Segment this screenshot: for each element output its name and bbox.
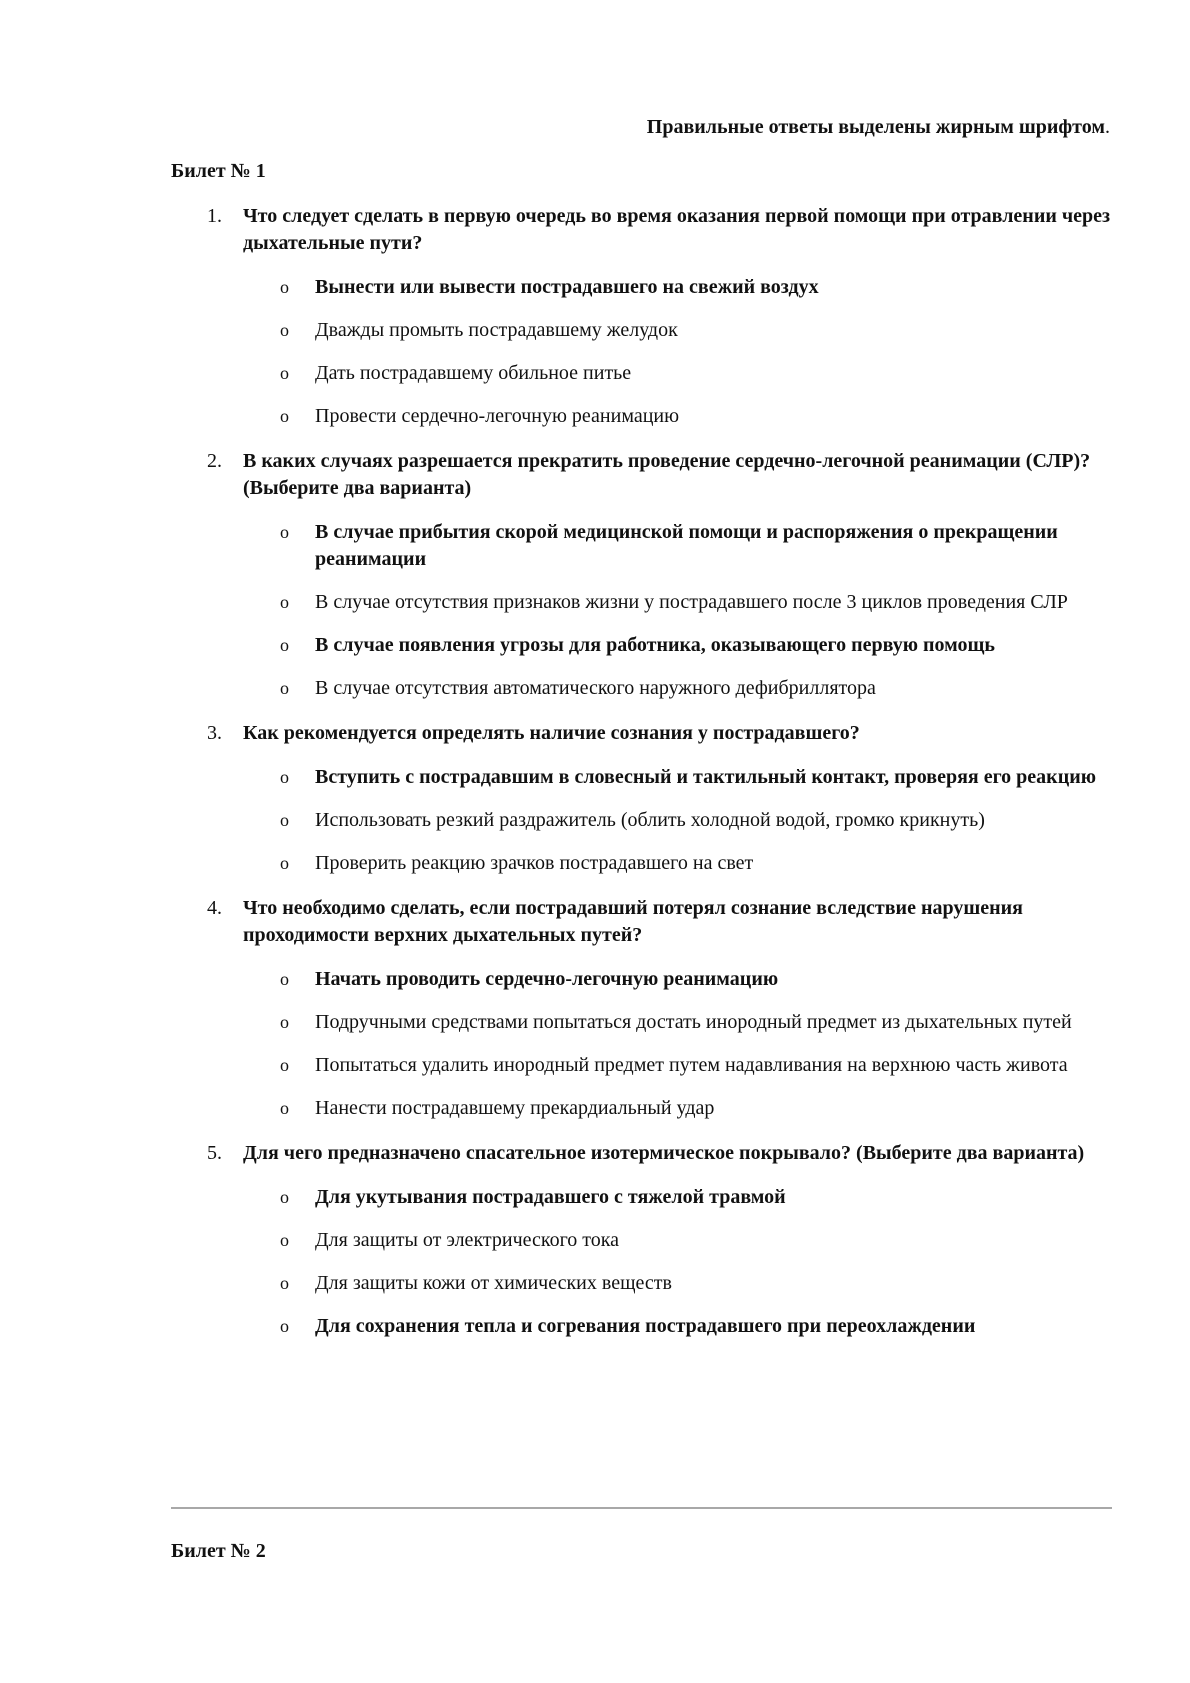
hollow-circle-bullet-icon: o [280,592,289,612]
question-number: 5. [207,1142,222,1164]
answer-option-correct [171,966,1111,993]
answer-option-correct [171,1313,1111,1340]
answer-text: В случае появления угрозы для работника, оказывающего первую помощь [315,634,995,656]
hollow-circle-bullet-icon: o [280,1230,289,1250]
answer-option [171,317,1111,344]
hollow-circle-bullet-icon: o [280,810,289,830]
ticket-title: Билет № 2 [171,1540,266,1562]
question-heading [171,895,1111,949]
question-text: Как рекомендуется определять наличие сознания у пострадавшего? [243,722,860,744]
answer-text: В случае отсутствия признаков жизни у пострадавшего после 3 циклов проведения СЛР [315,591,1068,613]
question-item [171,1140,1111,1340]
question-list [171,203,1111,1358]
hollow-circle-bullet-icon: o [280,363,289,383]
answer-list [171,274,1111,430]
question-heading [171,203,1111,257]
hollow-circle-bullet-icon: o [280,320,289,340]
answer-option-correct [171,274,1111,301]
hollow-circle-bullet-icon: o [280,1316,289,1336]
hollow-circle-bullet-icon: o [280,1055,289,1075]
answer-list [171,764,1111,877]
question-heading [171,448,1111,502]
hollow-circle-bullet-icon: o [280,1012,289,1032]
question-text: Для чего предназначено спасательное изотермическое покрывало? (Выберите два варианта) [243,1142,1085,1164]
hollow-circle-bullet-icon: o [280,1273,289,1293]
answer-text: Нанести пострадавшему прекардиальный удар [315,1097,715,1119]
answer-text: Для защиты кожи от химических веществ [315,1272,672,1294]
answer-text: Провести сердечно-легочную реанимацию [315,405,680,427]
answer-option-correct [171,764,1111,791]
answer-option [171,1227,1111,1254]
question-text: Что необходимо сделать, если пострадавший потерял сознание вследствие нарушения проходимости верхних дыхательных путей? [243,897,1023,946]
hollow-circle-bullet-icon: o [280,635,289,655]
ticket-title: Билет № 1 [171,160,266,182]
hollow-circle-bullet-icon: o [280,522,289,542]
answer-list [171,966,1111,1122]
question-item [171,895,1111,1122]
answer-text: Для защиты от электрического тока [315,1229,620,1251]
answer-key-note [647,114,1110,140]
answer-option-correct [171,519,1111,573]
answer-option [171,1270,1111,1297]
answer-text: Вступить с пострадавшим в словесный и тактильный контакт, проверяя его реакцию [315,766,1097,788]
hollow-circle-bullet-icon: o [280,1098,289,1118]
answer-option [171,360,1111,387]
hollow-circle-bullet-icon: o [280,1187,289,1207]
answer-option [171,807,1111,834]
question-heading [171,720,1111,747]
answer-text: В случае отсутствия автоматического наружного дефибриллятора [315,677,876,699]
answer-option [171,850,1111,877]
hollow-circle-bullet-icon: o [280,678,289,698]
answer-option [171,1009,1111,1036]
question-number: 4. [207,897,222,919]
answer-key-note-bold: Правильные ответы выделены жирным шрифтом [646,116,1105,138]
answer-text: Дать пострадавшему обильное питье [315,362,632,384]
question-number: 3. [207,722,222,744]
answer-text: Попытаться удалить инородный предмет путем надавливания на верхнюю часть живота [315,1054,1068,1076]
answer-option [171,403,1111,430]
hollow-circle-bullet-icon: o [280,969,289,989]
answer-option [171,675,1111,702]
answer-text: Проверить реакцию зрачков пострадавшего на свет [315,852,754,874]
hollow-circle-bullet-icon: o [280,277,289,297]
question-heading [171,1140,1111,1167]
answer-option-correct [171,632,1111,659]
question-text: В каких случаях разрешается прекратить проведение сердечно-легочной реанимации (СЛР)? (Выберите два варианта) [243,450,1091,499]
answer-text: Начать проводить сердечно-легочную реанимацию [315,968,779,990]
answer-option-correct [171,1184,1111,1211]
answer-option [171,1052,1111,1079]
horizontal-divider [171,1507,1112,1509]
answer-list [171,519,1111,702]
question-number: 1. [207,205,222,227]
answer-text: В случае прибытия скорой медицинской помощи и распоряжения о прекращении реанимации [315,521,1058,570]
answer-key-note-tail: . [1105,116,1110,138]
answer-option [171,589,1111,616]
question-text: Что следует сделать в первую очередь во время оказания первой помощи при отравлении через дыхательные пути? [243,205,1111,254]
question-item [171,448,1111,702]
answer-text: Подручными средствами попытаться достать инородный предмет из дыхательных путей [315,1011,1072,1033]
answer-option [171,1095,1111,1122]
hollow-circle-bullet-icon: o [280,767,289,787]
question-item [171,203,1111,430]
answer-text: Вынести или вывести пострадавшего на свежий воздух [315,276,819,298]
hollow-circle-bullet-icon: o [280,406,289,426]
answer-text: Для укутывания пострадавшего с тяжелой травмой [315,1186,786,1208]
question-item [171,720,1111,877]
hollow-circle-bullet-icon: o [280,853,289,873]
answer-text: Использовать резкий раздражитель (облить холодной водой, громко крикнуть) [315,809,985,831]
answer-list [171,1184,1111,1340]
answer-text: Для сохранения тепла и согревания пострадавшего при переохлаждении [315,1315,976,1337]
question-number: 2. [207,450,222,472]
answer-text: Дважды промыть пострадавшему желудок [315,319,678,341]
